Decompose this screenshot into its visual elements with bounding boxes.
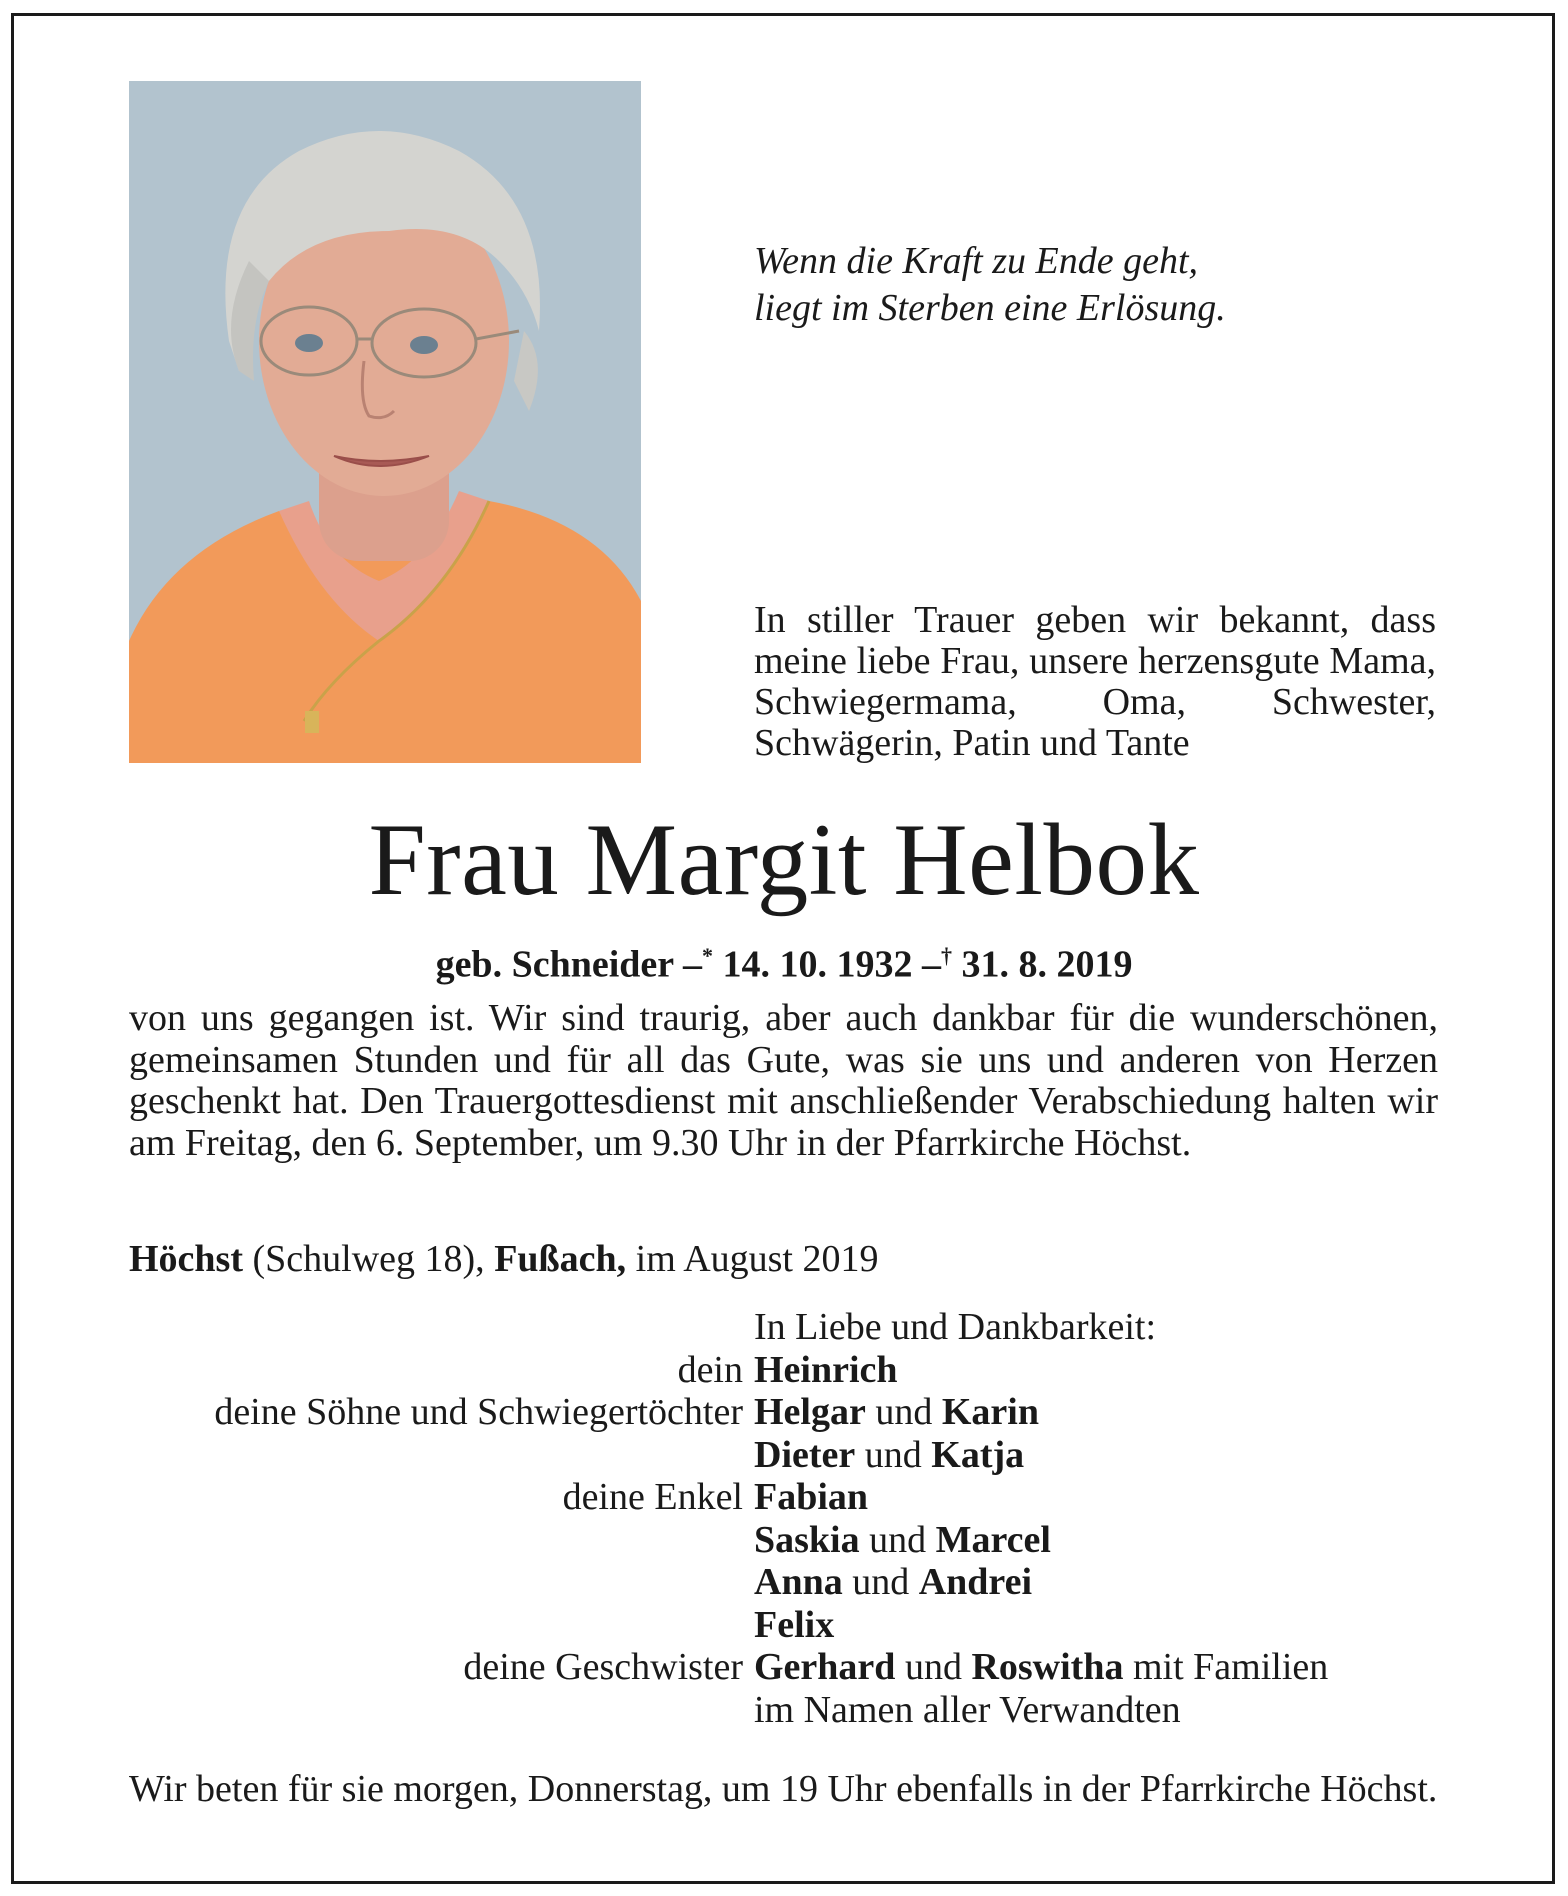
birth-date: 14. 10. 1932 — [722, 943, 913, 986]
mourners-heading-row — [129, 1306, 1459, 1349]
mourner-name: Dieter — [754, 1433, 856, 1476]
list-item — [129, 1689, 1459, 1732]
death-symbol: † — [940, 943, 952, 968]
portrait-photo — [129, 81, 641, 763]
mourner-name: Helgar — [754, 1391, 866, 1433]
dash-2: – — [921, 943, 941, 986]
deceased-name: Frau Margit Helbok — [368, 803, 1200, 917]
mourners-heading: In Liebe und Dankbarkeit: — [754, 1306, 1157, 1348]
relation-label: deine Söhne und Schwiegertöchter — [214, 1391, 743, 1433]
closing-paragraph: Wir beten für sie morgen, Donnerstag, um 19 Uhr ebenfalls in der Pfarrkirche Höchst. — [129, 1768, 1438, 1810]
list-item — [129, 1604, 1459, 1647]
list-item — [129, 1519, 1459, 1562]
death-date: 31. 8. 2019 — [961, 943, 1133, 986]
list-item — [129, 1349, 1459, 1392]
list-item — [129, 1391, 1459, 1434]
place-date: im August 2019 — [635, 1238, 879, 1280]
mourner-name: Fabian — [754, 1476, 869, 1518]
mourner-name: Katja — [931, 1433, 1025, 1476]
relatives-line: im Namen aller Verwandten — [754, 1688, 1181, 1731]
quote — [754, 238, 1454, 332]
birth-symbol: * — [701, 943, 713, 968]
mourner-name: Roswitha — [971, 1646, 1124, 1688]
quote-line-1: Wenn die Kraft zu Ende geht, — [754, 240, 1198, 282]
relation-label: deine Geschwister — [463, 1646, 743, 1688]
conjunction: und — [904, 1646, 962, 1688]
relation-label: dein — [677, 1348, 743, 1391]
list-item — [129, 1561, 1459, 1604]
mourner-name: Andrei — [918, 1561, 1033, 1603]
conjunction: und — [875, 1391, 933, 1433]
mourners-list — [129, 1306, 1459, 1731]
intro-paragraph: In stiller Trauer geben wir bekannt, dass meine liebe Frau, unsere herzensgute Mama, Schwiegermama, Oma, Schwester, Schwägerin, Patin und Tante — [754, 599, 1436, 764]
maiden-name: geb. Schneider — [435, 943, 674, 986]
mourner-name: Gerhard — [754, 1646, 896, 1688]
families-suffix: mit Familien — [1132, 1646, 1329, 1688]
mourner-name: Marcel — [935, 1518, 1051, 1561]
list-item — [129, 1476, 1459, 1519]
body-paragraph: von uns gegangen ist. Wir sind traurig, aber auch dankbar für die wunderschönen, gemeinsamen Stunden und für all das Gute, was sie uns und anderen von Herzen geschenkt hat. Den Trauergottesdienst mit anschließender Verabschiedung halten wir am Freitag, den 6. September, um 9.30 Uhr in der Pfarrkirche Höchst. — [129, 997, 1438, 1164]
list-item — [129, 1646, 1459, 1689]
mourner-name: Karin — [941, 1391, 1039, 1433]
conjunction: und — [869, 1518, 927, 1561]
place-and-date — [129, 1236, 1429, 1282]
quote-line-2: liegt im Sterben eine Erlösung. — [754, 287, 1226, 329]
mourner-name: Anna — [754, 1561, 843, 1603]
portrait-illustration — [129, 81, 641, 763]
town-hoechst: Höchst — [129, 1238, 243, 1280]
mourner-name: Felix — [754, 1603, 835, 1646]
mourner-name: Saskia — [754, 1518, 860, 1561]
address: (Schulweg 18), — [252, 1238, 485, 1280]
relation-label: deine Enkel — [562, 1476, 743, 1518]
dash-1: – — [682, 943, 702, 986]
list-item — [129, 1434, 1459, 1477]
town-fussach: Fußach, — [494, 1238, 627, 1280]
mourner-name: Heinrich — [754, 1348, 898, 1391]
conjunction: und — [852, 1561, 910, 1603]
conjunction: und — [864, 1433, 922, 1476]
life-dates — [0, 933, 1568, 988]
